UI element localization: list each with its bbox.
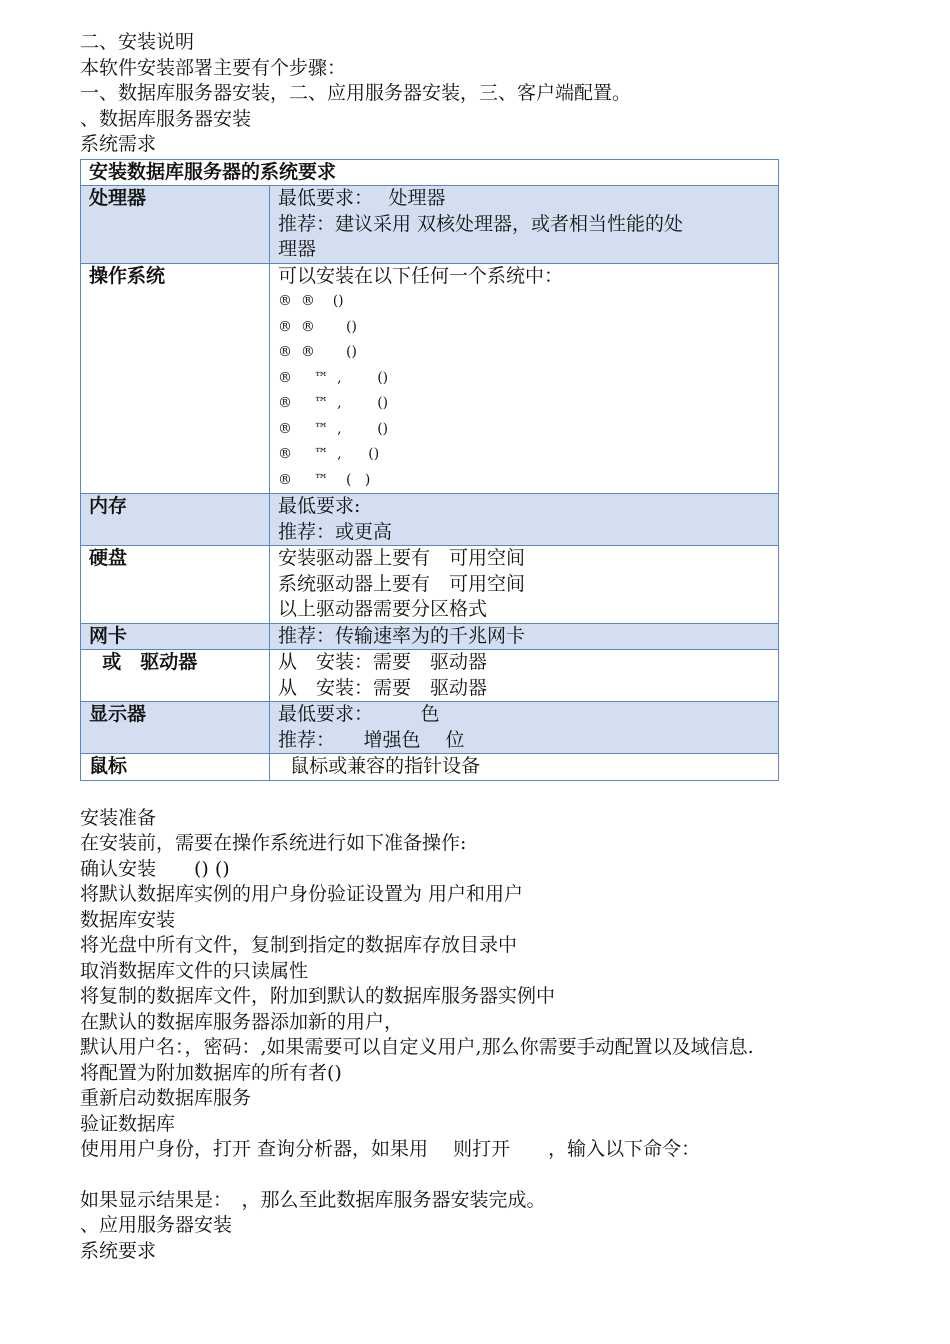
paragraph-line: 使用用户身份，打开 查询分析器，如果用 则打开 ，输入以下命令： [80, 1138, 701, 1160]
paragraph-line: 在默认的数据库服务器添加新的用户， [80, 1010, 404, 1033]
intro-line: 本软件安装部署主要有个步骤： [80, 56, 347, 79]
paragraph-line: 默认用户名：，密码：,如果需要可以自定义用户,那么你需要手动配置以及域信息. [80, 1036, 754, 1058]
os-entry: ® ™ , () [278, 369, 389, 386]
row-key: 操作系统 [81, 263, 270, 494]
row-key: 硬盘 [81, 546, 270, 624]
row-value: 推荐： 增强色 位 [278, 728, 465, 751]
subsection-heading: 、数据库服务器安装 [80, 107, 252, 130]
install-heading: 数据库安装 [80, 908, 176, 931]
table-row [81, 263, 779, 494]
paragraph-line: 重新启动数据库服务 [80, 1087, 252, 1109]
row-key: 内存 [81, 494, 270, 546]
row-value: 从 安装：需要 驱动器 [278, 651, 488, 673]
os-entry: ® ® () [278, 318, 357, 335]
subsection-heading: 、应用服务器安装 [80, 1214, 233, 1236]
table-row [81, 754, 779, 781]
row-value: 推荐：或更高 [278, 520, 393, 543]
table-row [81, 623, 779, 650]
row-value: 推荐：建议采用 双核处理器，或者相当性能的处 [278, 212, 684, 235]
row-value: 从 安装：需要 驱动器 [278, 676, 488, 699]
paragraph-line: 取消数据库文件的只读属性 [80, 959, 309, 982]
paragraph-line: 确认安装 () () [80, 857, 230, 880]
requirements-table [80, 159, 779, 781]
paragraph-line: 将配置为附加数据库的所有者() [80, 1061, 342, 1084]
os-entry: ® ™ , () [278, 395, 389, 411]
row-value: 系统驱动器上要有 可用空间 [278, 572, 526, 595]
row-key: 或 驱动器 [81, 650, 270, 702]
spacer [80, 1163, 880, 1188]
os-entry: ® ™ , () [278, 446, 380, 462]
paragraph-line: 在安装前，需要在操作系统进行如下准备操作: [80, 832, 467, 854]
table-row [81, 702, 779, 754]
row-key: 网卡 [81, 623, 270, 650]
row-value: 推荐：传输速率为的千兆网卡 [278, 624, 526, 647]
steps-line: 一、数据库服务器安装，二、应用服务器安装，三、客户端配置。 [80, 82, 632, 104]
row-value: 安装驱动器上要有 可用空间 [278, 547, 526, 569]
section-heading: 二、安装说明 [80, 31, 195, 53]
os-entry: ® ® () [278, 293, 344, 309]
requirements-heading: 系统要求 [80, 1239, 157, 1262]
row-value: 可以安装在以下任何一个系统中： [278, 264, 564, 287]
os-entry: ® ® () [278, 344, 357, 360]
table-row [81, 494, 779, 546]
spacer [80, 781, 880, 806]
paragraph-line: 将复制的数据库文件，附加到默认的数据库服务器实例中 [80, 985, 556, 1007]
table-row [81, 546, 779, 624]
row-value: 以上驱动器需要分区格式 [278, 598, 488, 620]
paragraph-line: 如果显示结果是： ，那么至此数据库服务器安装完成。 [80, 1188, 546, 1211]
os-entry: ® ™ , () [278, 420, 389, 437]
row-key: 处理器 [81, 186, 270, 264]
prep-heading: 安装准备 [80, 806, 157, 829]
row-value: 理器 [278, 238, 317, 260]
verify-heading: 验证数据库 [80, 1112, 176, 1135]
table-title: 安装数据库服务器的系统要求 [81, 159, 779, 186]
row-value: 最低要求： 处理器 [278, 187, 446, 209]
row-key: 鼠标 [81, 754, 270, 781]
row-key: 显示器 [81, 702, 270, 754]
row-value: 最低要求: [278, 495, 361, 517]
os-entry: ® ™ ( ) [278, 471, 371, 488]
row-value: 鼠标或兼容的指针设备 [278, 755, 481, 777]
requirements-heading: 系统需求 [80, 133, 157, 155]
table-row [81, 186, 779, 264]
row-value: 最低要求： 色 [278, 703, 440, 725]
paragraph-line: 将光盘中所有文件，复制到指定的数据库存放目录中 [80, 934, 518, 956]
table-row [81, 650, 779, 702]
document-page [80, 30, 880, 1264]
paragraph-line: 将默认数据库实例的用户身份验证设置为 用户和用户 [80, 883, 524, 905]
